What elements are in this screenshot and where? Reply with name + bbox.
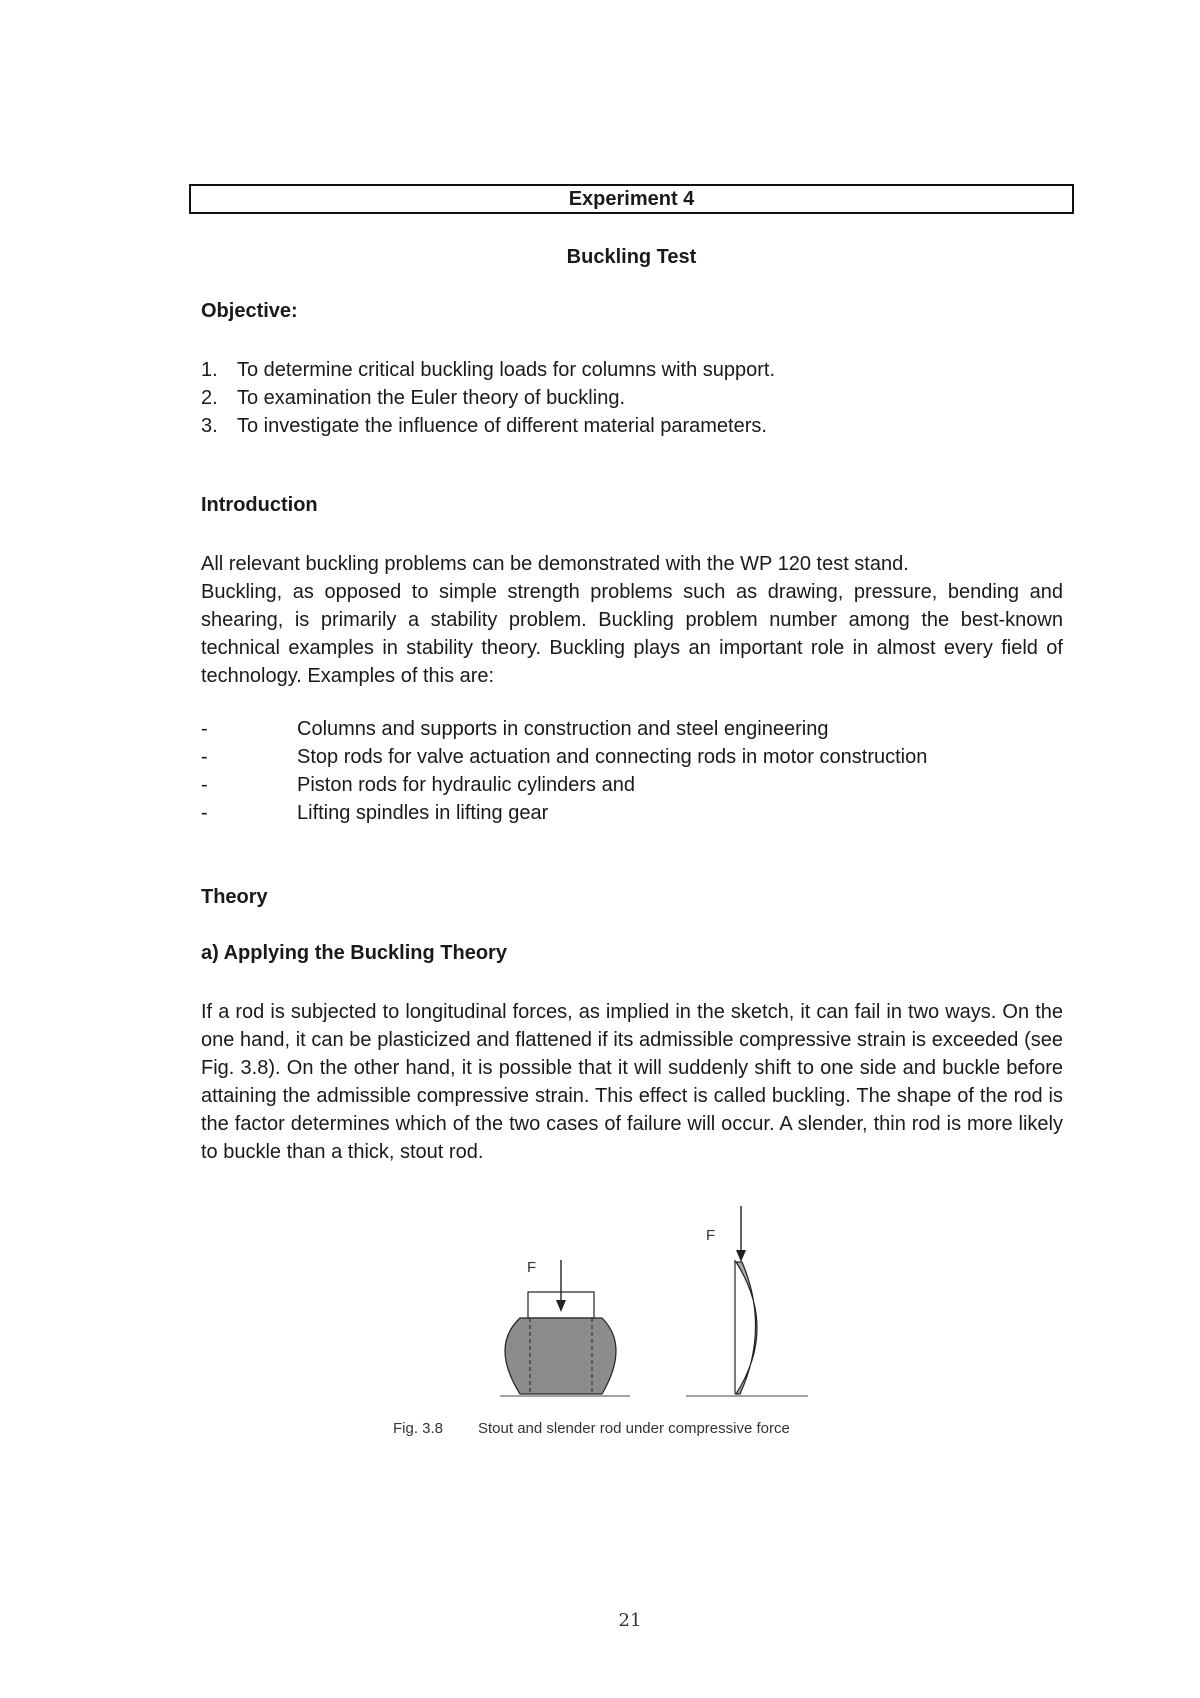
- list-item-text: To determine critical buckling loads for columns with support.: [237, 359, 776, 381]
- examples-list: [201, 715, 927, 827]
- list-item: [201, 771, 927, 799]
- list-item-number: 3.: [201, 415, 218, 437]
- list-item-number: 1.: [201, 359, 218, 381]
- caption-text: Stout and slender rod under compressive force: [478, 1420, 790, 1437]
- force-arrowhead-right: [736, 1250, 746, 1262]
- list-dash: -: [201, 774, 208, 796]
- caption-label: Fig. 3.8: [393, 1420, 444, 1437]
- force-label-right: F: [706, 1227, 716, 1244]
- list-item-text: Piston rods for hydraulic cylinders and: [297, 774, 635, 796]
- list-item: [201, 715, 927, 743]
- slender-rod-buckled: [736, 1262, 757, 1394]
- introduction-first-line: All relevant buckling problems can be demonstrated with the WP 120 test stand.: [201, 553, 909, 575]
- experiment-title: Experiment 4: [189, 184, 1074, 214]
- list-item: [201, 412, 775, 440]
- introduction-paragraph: Buckling, as opposed to simple strength problems such as drawing, pressure, bending and shearing, is primarily a stability problem. Buckling problem number among the best-known technical examples in stability theory. Buckling plays an important role in almost every field of technology. Examples of this are:: [201, 581, 1063, 687]
- page-number: 21: [618, 1610, 642, 1631]
- list-item-text: Columns and supports in construction and steel engineering: [297, 718, 829, 740]
- list-item-text: Lifting spindles in lifting gear: [297, 802, 549, 824]
- list-dash: -: [201, 802, 208, 824]
- theory-heading: Theory: [201, 886, 268, 908]
- stout-rod-body: [505, 1318, 616, 1394]
- list-item: [201, 356, 775, 384]
- objective-heading: Objective:: [201, 300, 298, 322]
- list-dash: -: [201, 718, 208, 740]
- list-item: [201, 799, 927, 827]
- theory-subheading: a) Applying the Buckling Theory: [201, 942, 507, 964]
- list-item-text: To investigate the influence of different material parameters.: [237, 415, 767, 437]
- force-arrowhead-left: [556, 1300, 566, 1312]
- figure-caption: [393, 1420, 790, 1437]
- introduction-heading: Introduction: [201, 494, 318, 516]
- theory-paragraph: If a rod is subjected to longitudinal forces, as implied in the sketch, it can fail in two ways. On the one hand, it can be plasticized and flattened if its admissible compressive strain is exceeded (see Fig. 3.8). On the other hand, it is possible that it will suddenly shift to one side and buckle before attaining the admissible compressive strain. This effect is called buckling. The shape of the rod is the factor determines which of the two cases of failure will occur. A slender, thin rod is more likely to buckle than a thick, stout rod.: [201, 1001, 1063, 1163]
- list-item-text: Stop rods for valve actuation and connecting rods in motor construction: [297, 746, 928, 768]
- list-item: [201, 384, 775, 412]
- list-item-number: 2.: [201, 387, 218, 409]
- list-item: [201, 743, 927, 771]
- force-label-left: F: [527, 1259, 537, 1276]
- page-subtitle: Buckling Test: [566, 246, 697, 268]
- list-dash: -: [201, 746, 208, 768]
- objective-list: [201, 356, 775, 440]
- list-item-text: To examination the Euler theory of buckling.: [237, 387, 625, 409]
- figure-stout-slender-rod: [390, 1200, 870, 1450]
